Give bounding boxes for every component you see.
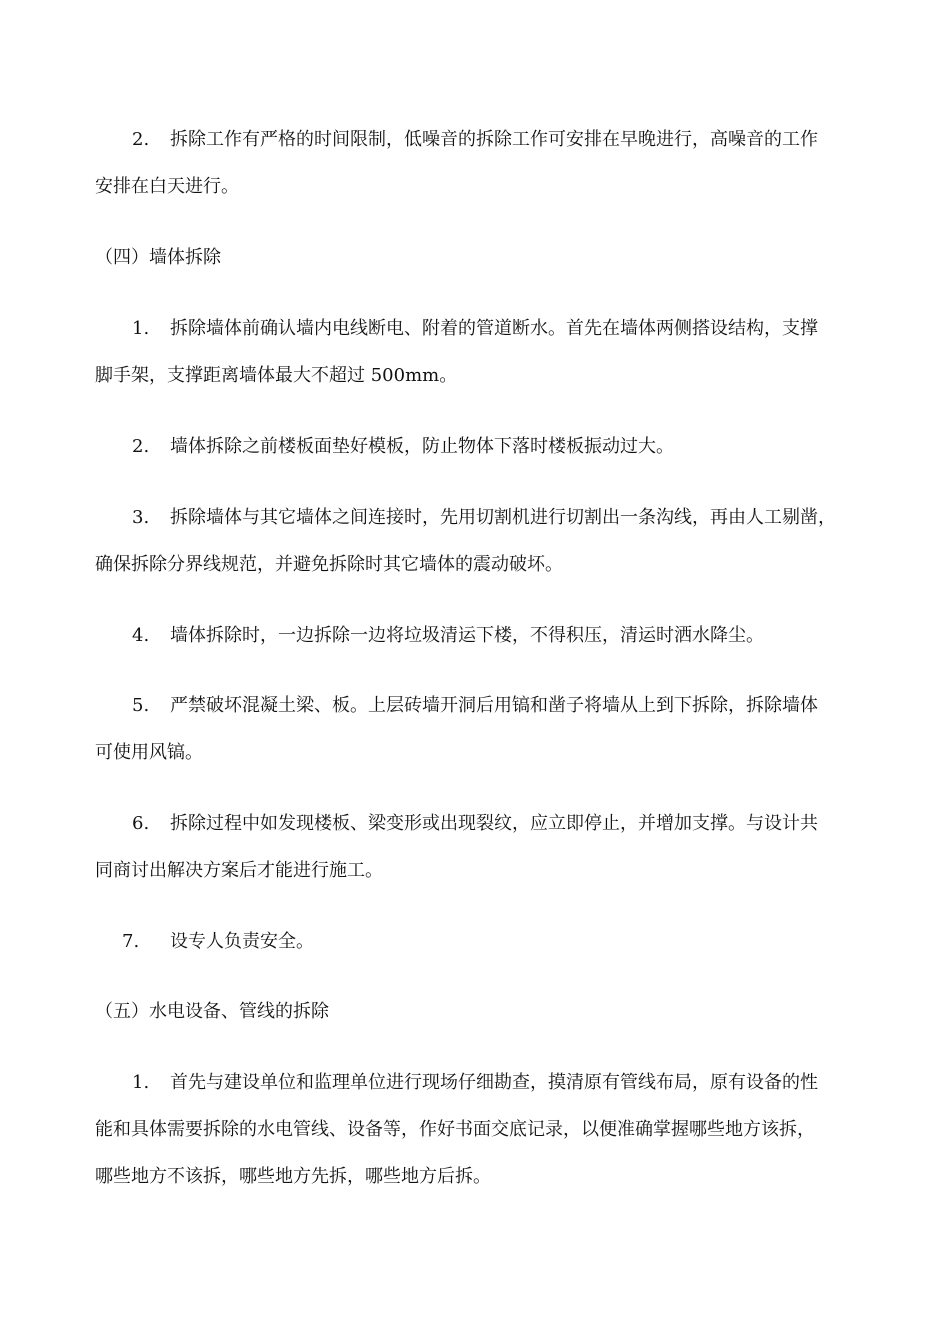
item-number: 3. xyxy=(132,507,150,528)
paragraph-line: 墙体拆除时，一边拆除一边将垃圾清运下楼，不得积压，清运时洒水降尘。 xyxy=(170,625,764,646)
paragraph-line: 同商讨出解决方案后才能进行施工。 xyxy=(95,860,383,881)
paragraph-line: 拆除墙体前确认墙内电线断电、附着的管道断水。首先在墙体两侧搭设结构，支撑 xyxy=(170,318,818,339)
item-number: 2. xyxy=(132,436,150,457)
paragraph-line: 脚手架，支撑距离墙体最大不超过 500mm。 xyxy=(95,365,458,386)
item-number: 1. xyxy=(132,318,150,339)
paragraph-line: 拆除工作有严格的时间限制，低噪音的拆除工作可安排在早晚进行，高噪音的工作 xyxy=(170,129,818,150)
item-number: 5. xyxy=(132,695,150,716)
section-heading-five: （五）水电设备、管线的拆除 xyxy=(95,1001,329,1022)
paragraph-line: 安排在白天进行。 xyxy=(95,176,239,197)
paragraph-line: 可使用风镐。 xyxy=(95,742,203,763)
item-number: 1. xyxy=(132,1072,150,1093)
paragraph-line: 确保拆除分界线规范，并避免拆除时其它墙体的震动破坏。 xyxy=(95,554,563,575)
paragraph-line: 拆除墙体与其它墙体之间连接时，先用切割机进行切割出一条沟线，再由人工剔凿， xyxy=(170,507,836,528)
item-number: 2. xyxy=(132,129,150,150)
item-number: 6. xyxy=(132,813,150,834)
paragraph-line: 墙体拆除之前楼板面垫好模板，防止物体下落时楼板振动过大。 xyxy=(170,436,674,457)
item-number: 4. xyxy=(132,625,150,646)
paragraph-line: 严禁破坏混凝土梁、板。上层砖墙开洞后用镐和凿子将墙从上到下拆除，拆除墙体 xyxy=(170,695,818,716)
section-heading-four: （四）墙体拆除 xyxy=(95,247,221,268)
paragraph-line: 设专人负责安全。 xyxy=(170,931,314,952)
paragraph-line: 能和具体需要拆除的水电管线、设备等，作好书面交底记录，以便准确掌握哪些地方该拆， xyxy=(95,1119,815,1140)
paragraph-line: 首先与建设单位和监理单位进行现场仔细勘查，摸清原有管线布局，原有设备的性 xyxy=(170,1072,818,1093)
item-number: 7. xyxy=(122,931,140,952)
paragraph-line: 哪些地方不该拆，哪些地方先拆，哪些地方后拆。 xyxy=(95,1166,491,1187)
paragraph-line: 拆除过程中如发现楼板、梁变形或出现裂纹，应立即停止，并增加支撑。与设计共 xyxy=(170,813,818,834)
